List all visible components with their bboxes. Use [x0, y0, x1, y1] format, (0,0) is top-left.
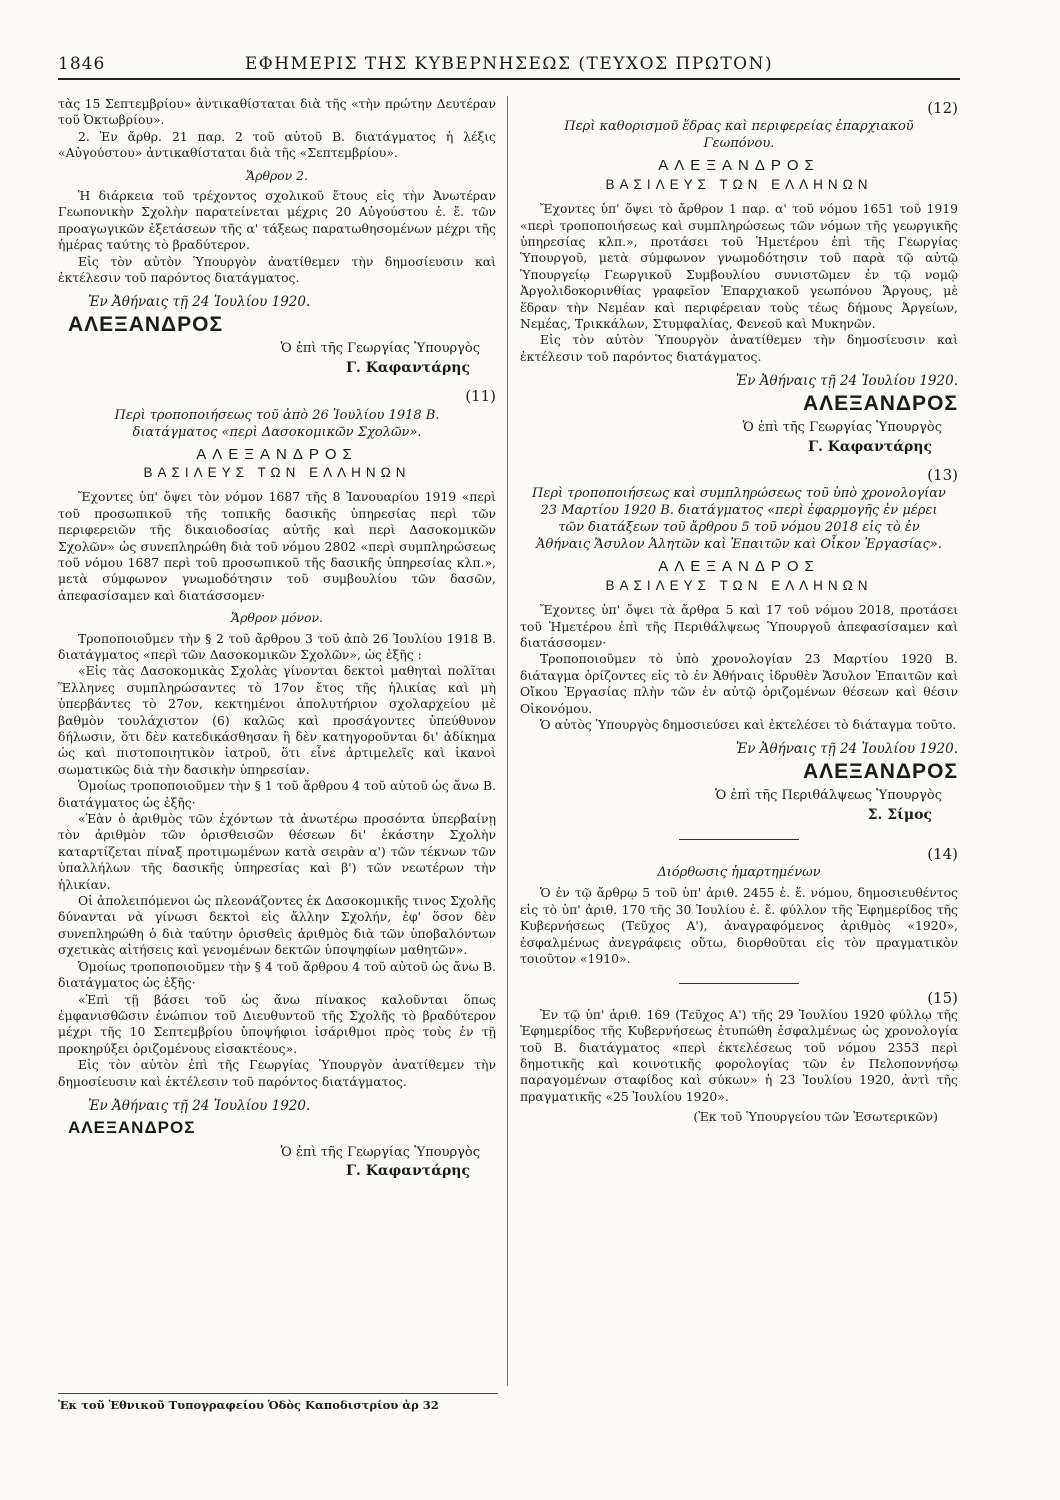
paragraph: 2. Ἐν ἄρθρ. 21 παρ. 2 τοῦ αὐτοῦ Β. διατάγματος ἡ λέξις «Αὐγούστου» ἀντικαθίσταται διὰ τῆς «Σεπτεμβρίου».: [58, 128, 496, 161]
decree-title: Περὶ τροποποιήσεως καὶ συμπληρώσεως τοῦ ὑπὸ χρονολογίαν 23 Μαρτίου 1920 Β. διατάγματος «περὶ ἐφαρμογῆς ἐν μέρει τῶν διατάξεων τοῦ ἄρθρου 5 τοῦ νόμου 2018 εἰς τὸ ἐν Ἀθήναις Ἄσυλον Ἀλητῶν καὶ Ἐπαιτῶν καὶ Οἶκον Ἐργασίας».: [532, 486, 946, 553]
ministry-source: (Ἐκ τοῦ Ὑπουργείου τῶν Ἐσωτερικῶν): [693, 1109, 938, 1125]
king-signature: ΑΛΕΞΑΝΔΡΟΣ: [802, 759, 958, 783]
minister-role: Ὁ ἐπὶ τῆς Περιθάλψεως Ὑπουργὸς: [715, 788, 942, 804]
decree-title: Περὶ τροποποιήσεως τοῦ ἀπὸ 26 Ἰουλίου 1918 Β. διατάγματος «περὶ Δασοκομικῶν Σχολῶν».: [114, 407, 440, 440]
paragraph: Τροποποιοῦμεν τὴν § 2 τοῦ ἄρθρου 3 τοῦ ἀπὸ 26 Ἰουλίου 1918 Β. διατάγματος «περὶ τῶν Δασοκομικῶν Σχολῶν», ὡς ἑξῆς :: [58, 630, 496, 662]
right-column: [520, 96, 958, 1126]
paragraph: Τροποποιοῦμεν τὸ ὑπὸ χρονολογίαν 23 Μαρτίου 1920 Β. διάταγμα ὁρίζοντες εἰς τὸ ἐν Ἀθήναις ἱδρυθὲν Ἄσυλον Ἐπαιτῶν καὶ Οἴκου Ἐργασίας πλὴν τῶν ἐν αὐτῷ ὁριζομένων θέσεων καὶ θέσιν Οἰκονόμου.: [520, 651, 958, 716]
king-signature: ΑΛΕΞΑΝΔΡΟΣ: [68, 312, 224, 336]
paragraph: Ὁ ἐν τῷ ἄρθρῳ 5 τοῦ ὑπ' ἀριθ. 2455 ἐ. ἔ. νόμου, δημοσιευθέντος εἰς τὸ ὑπ' ἀριθ. 170 τῆς 30 Ἰουλίου ἐ. ἔ. φύλλον τῆς Ἐφημερίδος τῆς Κυβερνήσεως (Τεῦχος Α'), ἀναγραφόμενος ἀριθμὸς «1920», ἐσφαλμένως ἀνεγράφεις οὕτω, διορθοῦται εἰς τὸν πραγματικὸν τοιοῦτον «1910».: [520, 885, 958, 967]
paragraph: Ἔχοντες ὑπ' ὄψει τὰ ἄρθρα 5 καὶ 17 τοῦ νόμου 2018, προτάσει τοῦ Ἡμετέρου ἐπὶ τῆς Περιθάλψεως Ὑπουργοῦ ἀπεφασίσαμεν καὶ διατάσσομεν·: [520, 602, 958, 650]
decree-number: (15): [927, 989, 958, 1008]
section-separator: [679, 839, 799, 840]
paragraph: Ἔχοντες ὑπ' ὄψει τὸν νόμον 1687 τῆς 8 Ἰανουαρίου 1919 «περὶ τοῦ προσωπικοῦ τῆς τοπικῆς δασικῆς ὑπηρεσίας περὶ τῶν περιφερειῶν τῆς δικαιοδοσίας αὐτῆς καὶ περὶ Δασοκομικῶν Σχολῶν» ὡς συνεπληρώθη διὰ τοῦ νόμου 2802 «περὶ συμπληρώσεως τοῦ νόμου 1687 περὶ τοῦ προσωπικοῦ τῆς δασικῆς ὑπηρεσίας κλπ.», μετὰ σύμφωνον γνωμοδότησιν τοῦ συμβουλίου τῶν δασῶν, ἀπεφασίσαμεν καὶ διατάσσομεν·: [58, 489, 496, 603]
decree-number: (11): [465, 387, 496, 406]
minister-role: Ὁ ἐπὶ τῆς Γεωργίας Ὑπουργὸς: [280, 341, 480, 357]
paragraph: Εἰς τὸν αὐτὸν ἐπὶ τῆς Γεωργίας Ὑπουργὸν ἀνατίθεμεν τὴν δημοσίευσιν καὶ ἐκτέλεσιν τοῦ παρόντος διατάγματος.: [58, 1057, 496, 1089]
king-heading: ΑΛΕΞΑΝΔΡΟΣ: [196, 445, 358, 463]
decree-number: (12): [927, 99, 958, 117]
minister-role: Ὁ ἐπὶ τῆς Γεωργίας Ὑπουργὸς: [742, 420, 942, 436]
decree-title: Διόρθωσις ἡμαρτημένων: [657, 865, 821, 881]
paragraph: «Εἰς τὰς Δασοκομικὰς Σχολὰς γίνονται δεκτοὶ μαθηταὶ πολῖται Ἕλληνες συμπληρώσαντες τὸ 17ον ἔτος τῆς ἡλικίας καὶ μὴ ὑπερβάντες τὸ 27ον, κεκτημένοι ἀπολυτήριον σχολαρχείου μὲ βαθμὸν τουλάχιστον (6) καλῶς καὶ προσάγοντες ὑπεύθυνον δήλωσιν, ὅτι δὲν κατεδικάσθησαν ἢ δὲν κατηγοροῦνται δι' ἀδίκημα ὡς καὶ πιστοποιητικὸν ἰατροῦ, ὅτι εἶνε ἀρτιμελεῖς καὶ ἱκανοὶ σωματικῶς διὰ τὴν δασικὴν ὑπηρεσίαν.: [58, 663, 496, 777]
printer-footer: Ἐκ τοῦ Ἐθνικοῦ Τυπογραφείου Ὁδὸς Καποδιστρίου ἀρ 32: [58, 1393, 498, 1412]
decree-date: Ἐν Ἀθήναις τῇ 24 Ἰουλίου 1920.: [735, 741, 958, 758]
page-header: [58, 48, 960, 82]
king-title: ΒΑΣΙΛΕΥΣ ΤΩΝ ΕΛΛΗΝΩΝ: [605, 176, 873, 192]
minister-name: Σ. Σίμος: [867, 806, 932, 823]
page-number: 1846: [58, 54, 106, 74]
decree-number: (13): [927, 465, 958, 484]
minister-name: Γ. Καφαντάρης: [808, 438, 932, 455]
article-heading: Ἄρθρον μόνον.: [230, 610, 324, 626]
paragraph: Ἡ διάρκεια τοῦ τρέχοντος σχολικοῦ ἔτους εἰς τὴν Ἀνωτέραν Γεωπονικὴν Σχολὴν παρατείνεται μέχρις 20 Αὐγούστου ἐ. ἔ. τῶν προαγωγικῶν ἐξετάσεων τῆς α' τάξεως παρατωθησομένων μέχρι τῆς ἡμέρας ταύτης τὸ βραδύτερον.: [58, 188, 496, 253]
paragraph: Ὁμοίως τροποποιοῦμεν τὴν § 1 τοῦ ἄρθρου 4 τοῦ αὐτοῦ ὡς ἄνω Β. διατάγματος ὡς ἑξῆς·: [58, 778, 496, 810]
paragraph: τὰς 15 Σεπτεμβρίου» ἀντικαθίσταται διὰ τῆς «τὴν πρώτην Δευτέραν τοῦ Ὀκτωβρίου».: [58, 96, 496, 128]
decree-date: Ἐν Ἀθήναις τῇ 24 Ἰουλίου 1920.: [88, 1097, 311, 1114]
article-heading: Ἄρθρον 2.: [246, 167, 308, 183]
paragraph: Εἰς τὸν αὐτὸν Ὑπουργὸν ἀνατίθεμεν τὴν δημοσίευσιν καὶ ἐκτέλεσιν τοῦ παρόντος διατάγματος.: [520, 332, 958, 364]
column-divider: [507, 96, 508, 1386]
section-separator: [679, 983, 799, 984]
king-title: ΒΑΣΙΛΕΥΣ ΤΩΝ ΕΛΛΗΝΩΝ: [143, 464, 411, 480]
paragraph: Εἰς τὸν αὐτὸν Ὑπουργὸν ἀνατίθεμεν τὴν δημοσίευσιν καὶ ἐκτέλεσιν τοῦ παρόντος διατάγματος.: [58, 253, 496, 286]
paragraph: Ὁ αὐτὸς Ὑπουργὸς δημοσιεύσει καὶ ἐκτελέσει τὸ διάταγμα τοῦτο.: [540, 716, 957, 732]
king-signature: ΑΛΕΞΑΝΔΡΟΣ: [802, 391, 958, 415]
king-signature: ΑΛΕΞΑΝΔΡΟΣ: [68, 1118, 196, 1138]
header-rule: [58, 78, 960, 80]
paragraph: «Ἐπὶ τῇ βάσει τοῦ ὡς ἄνω πίνακος καλοῦνται ὅπως ἐμφανισθῶσιν ἐνώπιον τοῦ Διευθυντοῦ τῆς Σχολῆς τὸ βραδύτερον μέχρι τῆς 10 Σεπτεμβρίου ὑποψήφιοι ἰσάριθμοι πρὸς τοὺς ἐν τῇ προκηρύξει ὁριζομένους εἰσακτέους».: [58, 991, 496, 1056]
left-column: [58, 96, 496, 1180]
king-heading: ΑΛΕΞΑΝΔΡΟΣ: [658, 157, 820, 175]
decree-title: Περὶ καθορισμοῦ ἕδρας καὶ περιφερείας ἐπαρχιακοῦ Γεωπόνου.: [564, 119, 914, 152]
paragraph: Ὁμοίως τροποποιοῦμεν τὴν § 4 τοῦ ἄρθρου 4 τοῦ αὐτοῦ ὡς ἄνω Β. διατάγματος ὡς ἑξῆς·: [58, 958, 496, 991]
king-title: ΒΑΣΙΛΕΥΣ ΤΩΝ ΕΛΛΗΝΩΝ: [605, 577, 873, 593]
minister-role: Ὁ ἐπὶ τῆς Γεωργίας Ὑπουργὸς: [280, 1144, 480, 1160]
paragraph: Ἔχοντες ὑπ' ὄψει τὸ ἄρθρον 1 παρ. α' τοῦ νόμου 1651 τοῦ 1919 «περὶ τροποποιήσεως καὶ συμπληρώσεως τῶν νόμων τῆς γεωργικῆς ὑπηρεσίας κλπ.», προτάσει τοῦ Ἡμετέρου ἐπὶ τῆς Γεωργίας Ὑπουργοῦ, μετὰ σύμφωνον γνωμοδότησιν τοῦ παρὰ τῷ αὐτῷ Ὑπουργείῳ Γεωργικοῦ Συμβουλίου συνιστῶμεν ἐν τῷ νομῷ Ἀργολιδοκορινθίας γραφεῖον Ἐπαρχιακοῦ γεωπόνου Ἄργους, μὲ ἕδραν τὴν Νεμέαν καὶ περιφέρειαν τοὺς τέως δήμους Ἀργείων, Νεμέας, Τρικκάλων, Στυμφαλίας, Φενεοῦ καὶ Μυκηνῶν.: [520, 201, 958, 332]
decree-date: Ἐν Ἀθήναις τῇ 24 Ἰουλίου 1920.: [88, 294, 311, 311]
gazette-title: ΕΦΗΜΕΡΙΣ ΤΗΣ ΚΥΒΕΡΝΗΣΕΩΣ (ΤΕΥΧΟΣ ΠΡΩΤΟΝ): [244, 54, 774, 74]
minister-name: Γ. Καφαντάρης: [346, 359, 470, 376]
paragraph: Ἐν τῷ ὑπ' ἀριθ. 169 (Τεῦχος Α') τῆς 29 Ἰουλίου 1920 φύλλῳ τῆς Ἐφημερίδος τῆς Κυβερνήσεως ἐτυπώθη ἐσφαλμένως ὡς χρονολογία τοῦ Β. διατάγματος «περὶ ἐκτελέσεως τοῦ νόμου 2353 περὶ δημοτικῆς καὶ κοινοτικῆς φορολογίας τῶν ἐν Πελοποννήσῳ παραγομένων σταφίδος καὶ σύκων» ἡ 23 Ἰουλίου 1920, ἀντὶ τῆς πραγματικῆς «25 Ἰουλίου 1920».: [520, 1006, 958, 1104]
minister-name: Γ. Καφαντάρης: [346, 1163, 470, 1180]
decree-date: Ἐν Ἀθήναις τῇ 24 Ἰουλίου 1920.: [735, 373, 958, 390]
paragraph: «Ἐὰν ὁ ἀριθμὸς τῶν ἐχόντων τὰ ἀνωτέρω προσόντα ὑπερβαίνῃ τὸν ἀριθμὸν τῶν ὁρισθεισῶν θέσεων δι' ἑκάστην Σχολὴν καταρτίζεται πίναξ προτιμωμένων κατὰ σειρὰν α') τῶν τέκνων τῶν ὑπαλλήλων τῆς δασικῆς ὑπηρεσίας καὶ β') τῶν νεωτέρων τὴν ἡλικίαν.: [58, 811, 496, 892]
paragraph: Οἱ ἀπολειπόμενοι ὡς πλεονάζοντες ἐκ Δασοκομικῆς τινος Σχολῆς δύνανται νὰ γίνωσι δεκτοὶ εἰς ἄλλην Σχολήν, ἐφ' ὅσον δὲν συνεπληρώθη ὁ διὰ ταύτην ὁρισθεὶς ἀριθμὸς διὰ τῶν ὑποβαλόντων σχετικὰς αἰτήσεις καὶ γενομένων δεκτῶν ὑποψηφίων μαθητῶν».: [58, 893, 496, 958]
king-heading: ΑΛΕΞΑΝΔΡΟΣ: [658, 558, 820, 576]
decree-number: (14): [927, 845, 958, 863]
